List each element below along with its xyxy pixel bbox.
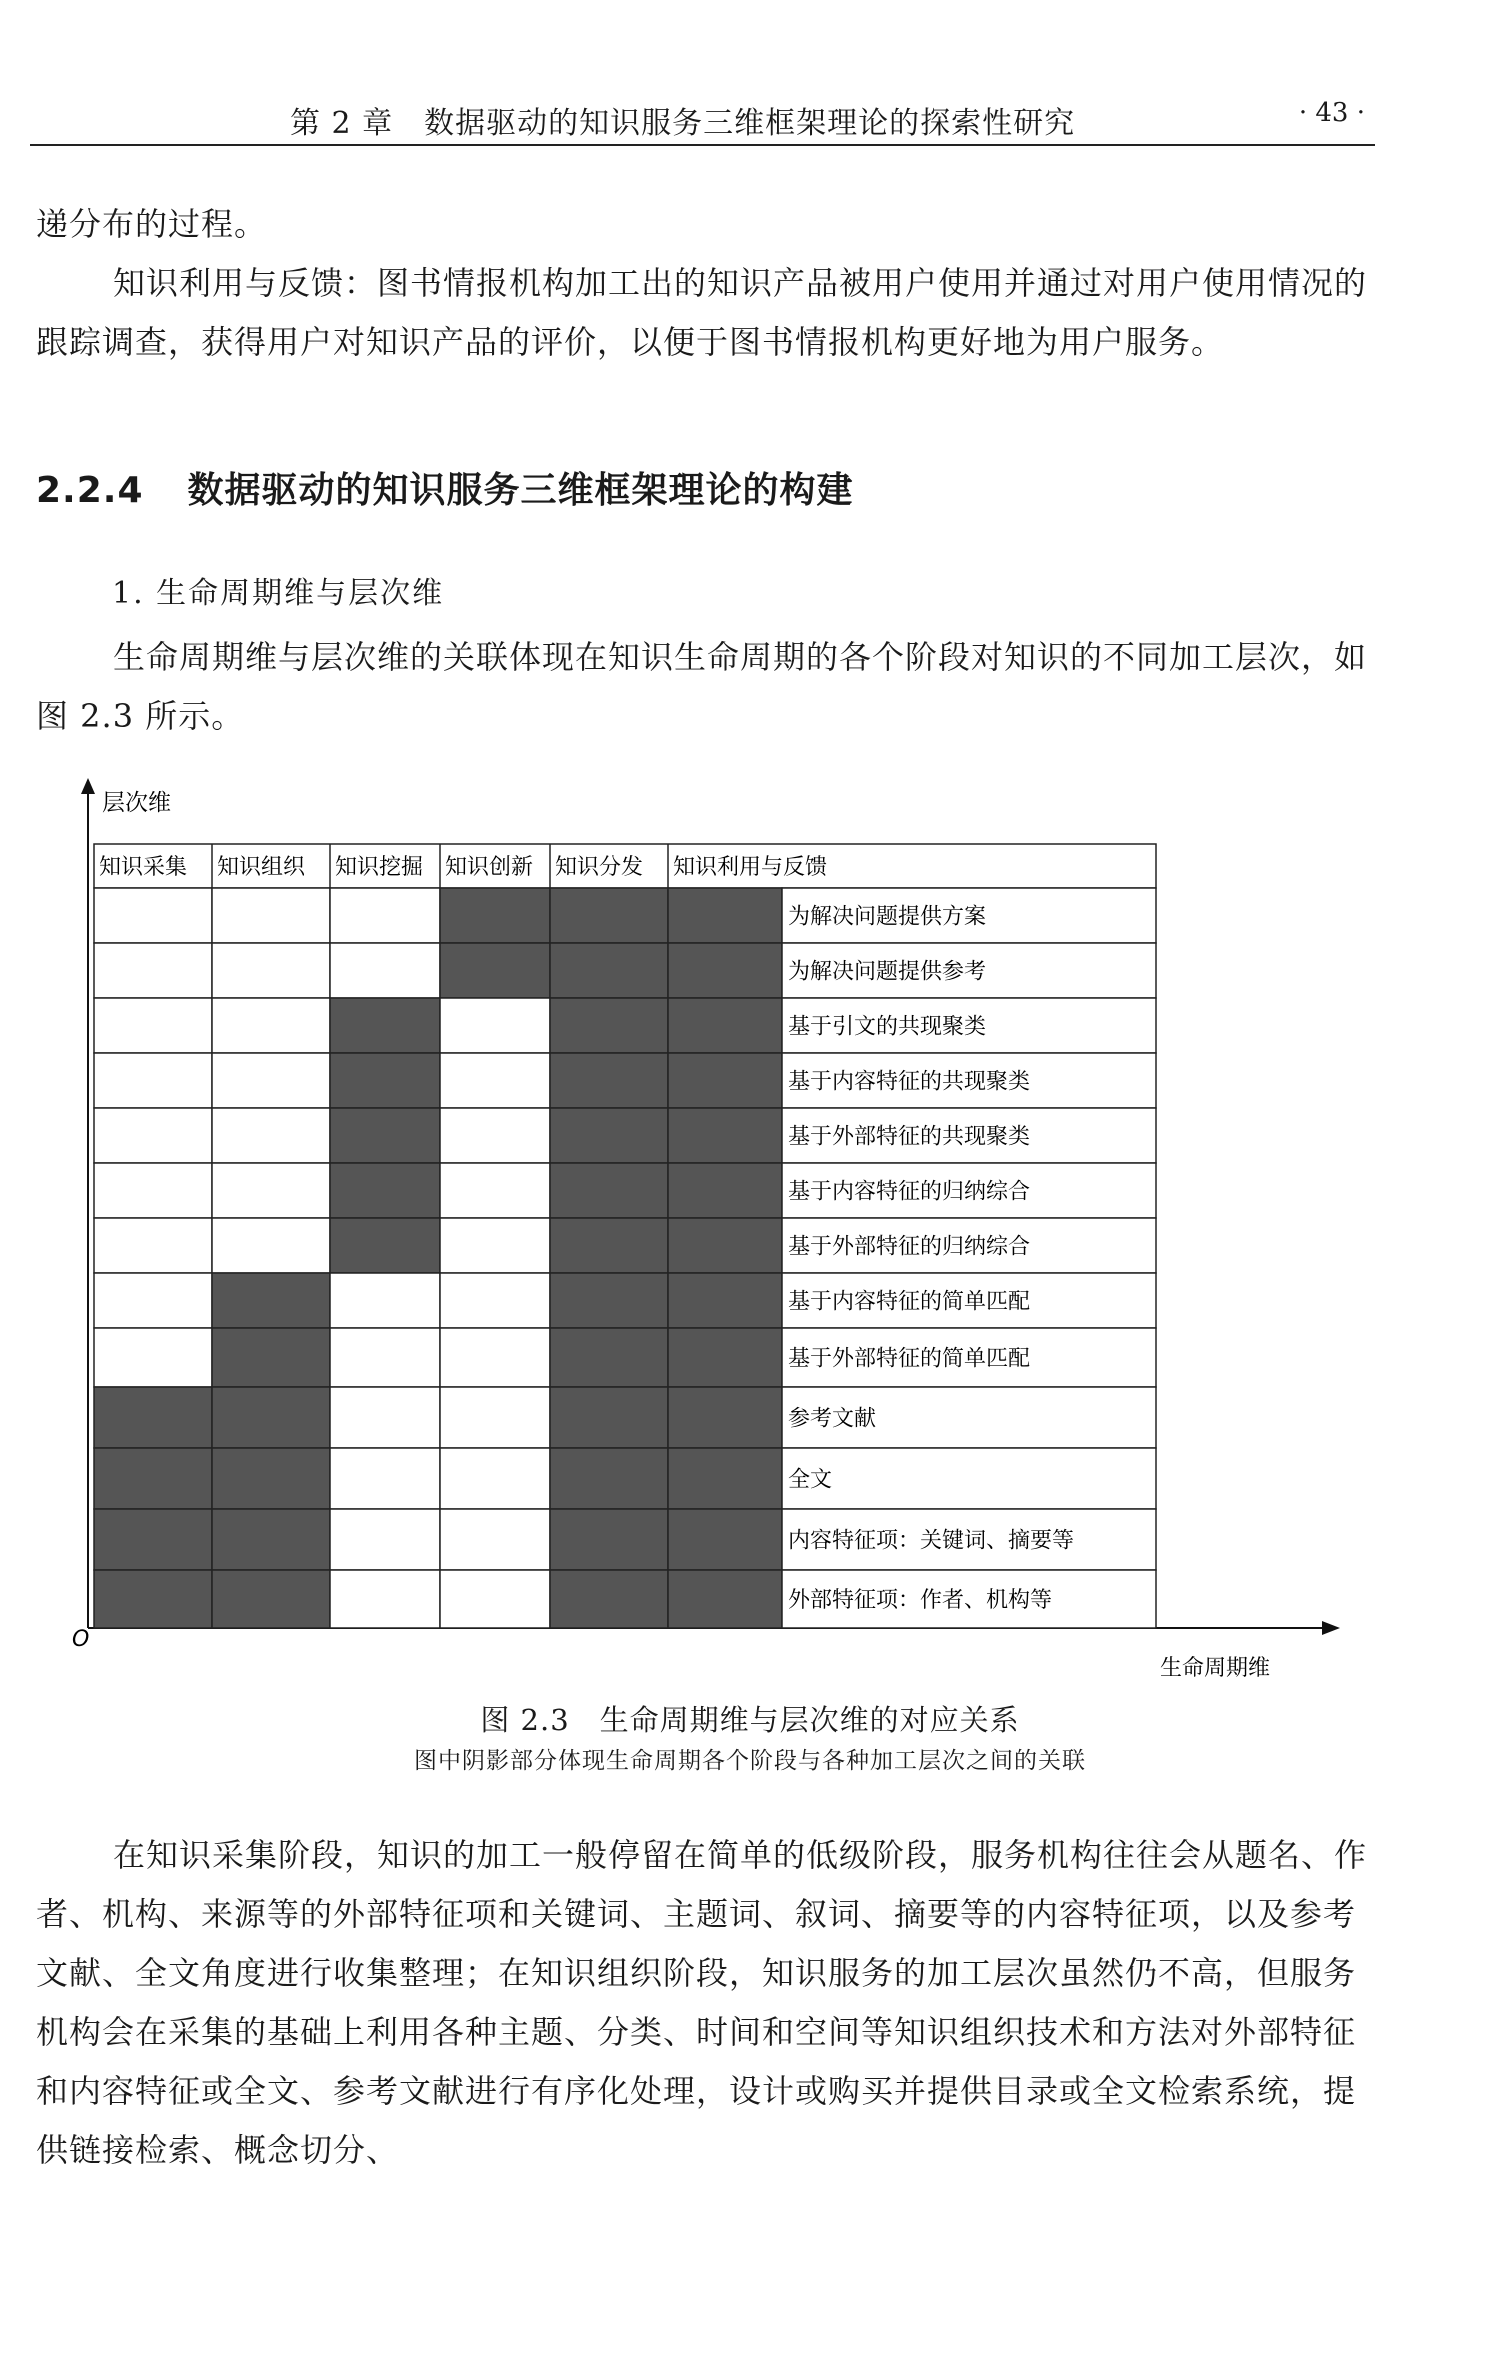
level-label-cell [782,1448,1156,1509]
page-number: · 43 · [1298,98,1365,128]
chapter-title: 第 2 章 数据驱动的知识服务三维框架理论的探索性研究 [290,106,1076,141]
shaded-cell [212,1387,330,1448]
subsection-heading: 1. 生命周期维与层次维 [112,576,445,611]
shaded-cell [668,888,782,943]
level-label: 外部特征项：作者、机构等 [788,1588,1053,1613]
shaded-cell [668,998,782,1053]
section-title: 数据驱动的知识服务三维框架理论的构建 [187,470,854,511]
shaded-cell [94,1387,212,1448]
level-label: 基于引文的共现聚类 [788,1014,987,1040]
shaded-cell [550,888,668,943]
figure-caption: 图 2.3 生命周期维与层次维的对应关系 [480,1703,1020,1737]
shaded-cell [550,1108,668,1163]
level-label: 基于外部特征的共现聚类 [788,1124,1031,1150]
level-label: 全文 [788,1467,833,1493]
empty-cell [212,943,330,998]
shaded-cell [668,1387,782,1448]
empty-cell [212,1053,330,1108]
empty-cell [330,1448,440,1509]
shaded-cell [550,1509,668,1570]
shaded-cell [668,1509,782,1570]
empty-cell [440,1328,550,1387]
shaded-cell [550,1570,668,1628]
stage-label: 知识利用与反馈 [673,855,828,880]
empty-cell [440,1509,550,1570]
lead-paragraph: 生命周期维与层次维的关联体现在知识生命周期的各个阶段对知识的不同加工层次，如图 2.3 所示。 [36,638,1368,735]
shaded-cell [550,1448,668,1509]
empty-cell [330,1509,440,1570]
shaded-cell [94,1509,212,1570]
shaded-cell [550,1387,668,1448]
level-label: 基于内容特征的归纳综合 [788,1179,1031,1205]
figure-2-3 [60,770,1350,1690]
empty-cell [440,1163,550,1218]
shaded-cell [212,1448,330,1509]
stage-label: 知识采集 [99,855,188,880]
shaded-cell [330,1218,440,1273]
shaded-cell [668,1448,782,1509]
empty-cell [440,1218,550,1273]
running-header [30,92,1375,146]
level-label: 参考文献 [788,1406,877,1432]
shaded-cell [550,1273,668,1328]
empty-cell [440,1448,550,1509]
empty-cell [212,1163,330,1218]
empty-cell [212,998,330,1053]
shaded-cell [330,1108,440,1163]
shaded-cell [212,1509,330,1570]
shaded-cell [550,998,668,1053]
empty-cell [440,1108,550,1163]
feedback-paragraph: 知识利用与反馈：图书情报机构加工出的知识产品被用户使用并通过对用户使用情况的跟踪调查，获得用户对知识产品的评价，以便于图书情报机构更好地为用户服务。 [36,264,1368,361]
empty-cell [94,998,212,1053]
empty-cell [212,888,330,943]
shaded-cell [550,1218,668,1273]
shaded-cell [94,1570,212,1628]
level-label: 基于外部特征的简单匹配 [788,1346,1031,1372]
empty-cell [330,1387,440,1448]
shaded-cell [668,1328,782,1387]
level-label: 为解决问题提供方案 [788,904,987,930]
empty-cell [94,1273,212,1328]
shaded-cell [550,1328,668,1387]
figure-note: 图中阴影部分体现生命周期各个阶段与各种加工层次之间的关联 [414,1748,1086,1774]
level-label: 为解决问题提供参考 [788,959,987,985]
shaded-cell [212,1570,330,1628]
empty-cell [440,1387,550,1448]
empty-cell [440,1053,550,1108]
stage-label: 知识挖掘 [335,855,424,880]
shaded-cell [212,1328,330,1387]
empty-cell [330,1273,440,1328]
shaded-cell [330,998,440,1053]
y-axis-arrow [81,778,95,794]
shaded-cell [550,1163,668,1218]
shaded-cell [330,1053,440,1108]
shaded-cell [94,1448,212,1509]
empty-cell [94,888,212,943]
x-axis-arrow [1322,1621,1340,1635]
shaded-cell [550,1053,668,1108]
empty-cell [330,1328,440,1387]
empty-cell [330,943,440,998]
shaded-cell [668,1163,782,1218]
shaded-cell [550,943,668,998]
empty-cell [440,998,550,1053]
x-axis-label: 生命周期维 [1160,1656,1271,1681]
shaded-cell [212,1273,330,1328]
shaded-cell [668,1570,782,1628]
empty-cell [94,1163,212,1218]
empty-cell [94,1053,212,1108]
body-paragraph: 在知识采集阶段，知识的加工一般停留在简单的低级阶段，服务机构往往会从题名、作者、机构、来源等的外部特征项和关键词、主题词、叙词、摘要等的内容特征项，以及参考文献、全文角度进行收集整理；在知识组织阶段，知识服务的加工层次虽然仍不高，但服务机构会在采集的基础上利用各种主题、分类、时间和空间等知识组织技术和方法对外部特征和内容特征或全文、参考文献进行有序化处理，设计或购买并提供目录或全文检索系统，提供链接检索、概念切分、 [36,1836,1368,2169]
empty-cell [94,1328,212,1387]
level-label: 基于内容特征的共现聚类 [788,1069,1031,1095]
shaded-cell [440,888,550,943]
stage-label: 知识组织 [217,855,306,880]
empty-cell [330,888,440,943]
stage-label: 知识分发 [555,855,644,880]
intro-paragraph: 递分布的过程。 [36,205,268,243]
shaded-cell [668,1273,782,1328]
empty-cell [440,1273,550,1328]
stage-label: 知识创新 [445,855,534,880]
shaded-cell [668,1053,782,1108]
empty-cell [94,943,212,998]
empty-cell [94,1108,212,1163]
level-label: 基于内容特征的简单匹配 [788,1289,1031,1315]
empty-cell [94,1218,212,1273]
shaded-cell [440,943,550,998]
shaded-cell [668,943,782,998]
shaded-cell [668,1218,782,1273]
section-number: 2.2.4 [36,470,144,511]
y-axis-label: 层次维 [102,790,171,816]
shaded-cell [330,1163,440,1218]
empty-cell [330,1570,440,1628]
section-heading [36,462,854,513]
empty-cell [212,1108,330,1163]
level-label: 基于外部特征的归纳综合 [788,1234,1031,1260]
shaded-cell [668,1108,782,1163]
empty-cell [212,1218,330,1273]
empty-cell [440,1570,550,1628]
level-label: 内容特征项：关键词、摘要等 [788,1528,1075,1554]
origin-label: O [72,1627,90,1652]
